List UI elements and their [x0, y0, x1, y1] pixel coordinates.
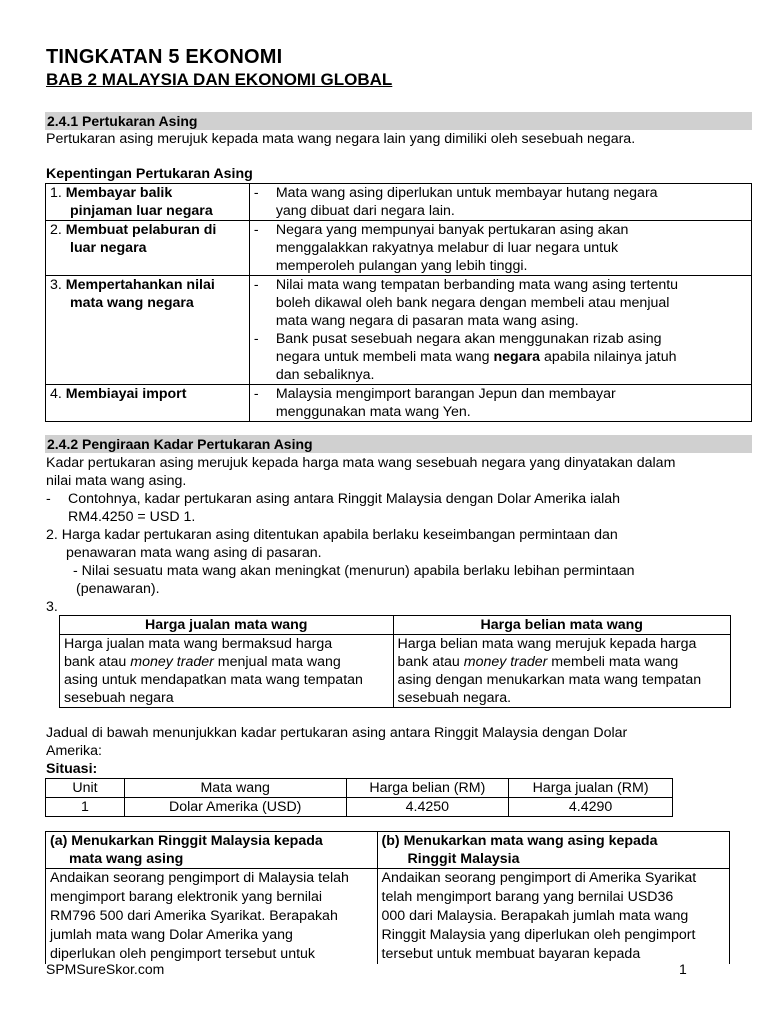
cell-text: Harga jualan mata wang bermaksud harga — [64, 636, 333, 652]
header-sell-price: Harga jualan (RM) — [509, 779, 673, 798]
row-label: Membayar balik — [65, 185, 173, 201]
jadual-line-2: Amerika: — [46, 743, 102, 759]
cell-text: asing untuk mendapatkan mata wang tempatan — [64, 672, 363, 688]
case-a-heading: (a) Menukarkan Ringgit Malaysia kepada — [50, 833, 323, 849]
case-b-text: Ringgit Malaysia yang diperlukan oleh pengimport — [381, 927, 696, 943]
bullet-text: boleh dikawal oleh bank negara dengan membeli atau menjual — [275, 295, 670, 311]
bullet-text: mata wang negara di pasaran mata wang asing. — [275, 313, 579, 329]
cell-text: bank atau — [397, 654, 464, 670]
point-2-line-2: penawaran mata wang asing di pasaran. — [66, 545, 322, 561]
example-line-1: - Contohnya, kadar pertukaran asing antara Ringgit Malaysia dengan Dolar Amerika ialah — [46, 491, 621, 507]
rate-definition-line-2: nilai mata wang asing. — [46, 473, 187, 489]
header-buy: Harga belian mata wang — [393, 616, 731, 635]
row-label: Membuat pelaburan di — [65, 222, 217, 238]
bullet-text: Nilai mata wang tempatan berbanding mata wang asing tertentu — [275, 277, 679, 293]
section-heading-2-4-1: 2.4.1 Pertukaran Asing — [45, 112, 752, 130]
cell-italic-text: money trader — [463, 654, 548, 670]
header-buy-price: Harga belian (RM) — [346, 779, 509, 798]
bullet-text: memperoleh pulangan yang lebih tinggi. — [275, 258, 528, 274]
header-currency: Mata wang — [124, 779, 346, 798]
row-label: mata wang negara — [70, 295, 194, 311]
cell-buy-price: 4.4250 — [346, 798, 509, 817]
row-label: luar negara — [70, 240, 147, 256]
bullet-text: negara untuk membeli mata wang — [275, 349, 494, 365]
cell-text: bank atau — [64, 654, 131, 670]
page-number: 1 — [679, 961, 687, 977]
example-line-2: RM4.4250 = USD 1. — [68, 509, 196, 525]
case-a-text: Andaikan seorang pengimport di Malaysia telah — [50, 870, 349, 886]
point-2-sub-line-2: (penawaran). — [76, 581, 160, 597]
table-row — [60, 635, 731, 708]
exchange-rate-table — [45, 778, 673, 817]
price-definition-table — [59, 615, 731, 708]
section-heading-2-4-2: 2.4.2 Pengiraan Kadar Pertukaran Asing — [45, 435, 752, 453]
bullet-text: dan sebaliknya. — [275, 367, 375, 383]
header-unit: Unit — [46, 779, 125, 798]
header-sell: Harga jualan mata wang — [60, 616, 394, 635]
page-title: TINGKATAN 5 EKONOMI — [46, 46, 283, 68]
bullet-bold-word: negara — [493, 349, 541, 365]
definition-text: Pertukaran asing merujuk kepada mata wang negara lain yang dimiliki oleh sesebuah negara. — [46, 131, 636, 147]
point-2-line-1: 2. Harga kadar pertukaran asing ditentukan apabila berlaku keseimbangan permintaan dan — [46, 527, 618, 543]
table-row — [46, 798, 673, 817]
cell-text: sesebuah negara. — [397, 690, 512, 706]
cell-text: sesebuah negara — [64, 690, 174, 706]
rate-definition-line-1: Kadar pertukaran asing merujuk kepada harga mata wang sesebuah negara yang dinyatakan dalam — [46, 455, 676, 471]
bullet-text: Malaysia mengimport barangan Jepun dan membayar — [275, 386, 616, 402]
case-a-text: mengimport barang elektronik yang bernilai — [50, 889, 323, 905]
table-row — [46, 869, 730, 965]
bullet-text: menggunakan mata wang Yen. — [275, 404, 471, 420]
row-label: Membiayai import — [65, 386, 187, 402]
table-row: 1. Membayar balik pinjaman luar negara - Mata wang asing diperlukan untuk membayar hutang negara yang dibuat dari negara lain. — [46, 184, 752, 221]
row-number: 1. — [50, 185, 62, 201]
table-row — [46, 832, 730, 869]
bullet-text: yang dibuat dari negara lain. — [275, 203, 455, 219]
table-row: 3. Mempertahankan nilai mata wang negara - Nilai mata wang tempatan berbanding mata wang asing tertentu boleh dikawal oleh bank negara dengan membeli atau menjual mata wang negara di pasaran mata wang asing. - Bank pusat sesebuah negara akan menggunakan rizab asing negara untuk membeli mata wang negara apabila nilainya jatuh dan sebaliknya. — [46, 276, 752, 385]
importance-table-title: Kepentingan Pertukaran Asing — [46, 166, 253, 182]
row-label: Mempertahankan nilai — [65, 277, 215, 293]
point-2-sub-line-1: - Nilai sesuatu mata wang akan meningkat (menurun) apabila berlaku lebihan permintaan — [73, 563, 635, 579]
row-label: pinjaman luar negara — [70, 203, 213, 219]
case-a-text: RM796 500 dari Amerika Syarikat. Berapakah — [50, 908, 338, 924]
bullet-text: Bank pusat sesebuah negara akan menggunakan rizab asing — [275, 331, 662, 347]
case-b-heading: (b) Menukarkan mata wang asing kepada — [381, 833, 658, 849]
table-row — [46, 779, 673, 798]
cell-currency: Dolar Amerika (USD) — [124, 798, 346, 817]
case-b-text: 000 dari Malaysia. Berapakah jumlah mata wang — [381, 908, 689, 924]
situasi-label: Situasi: — [46, 761, 98, 777]
case-b-text: telah mengimport barang yang bernilai USD36 — [381, 889, 674, 905]
chapter-title: BAB 2 MALAYSIA DAN EKONOMI GLOBAL — [46, 70, 393, 89]
row-number: 2. — [50, 222, 62, 238]
table-row — [60, 616, 731, 635]
cell-text: menjual mata wang — [213, 654, 341, 670]
cell-text: Harga belian mata wang merujuk kepada harga — [397, 636, 697, 652]
cell-unit: 1 — [46, 798, 125, 817]
cell-sell-price: 4.4290 — [509, 798, 673, 817]
case-b-text: tersebut untuk membuat bayaran kepada — [381, 946, 641, 962]
cell-text: membeli mata wang — [547, 654, 679, 670]
cell-italic-text: money trader — [130, 654, 214, 670]
bullet-text: Mata wang asing diperlukan untuk membayar hutang negara — [275, 185, 658, 201]
case-a-text: jumlah mata wang Dolar Amerika yang — [50, 927, 293, 943]
row-number: 4. — [50, 386, 62, 402]
importance-table — [45, 183, 752, 422]
bullet-text: menggalakkan rakyatnya melabur di luar negara untuk — [275, 240, 619, 256]
table-row: 4. Membiayai import - Malaysia mengimport barangan Jepun dan membayar menggunakan mata wang Yen. — [46, 385, 752, 422]
example-text: Contohnya, kadar pertukaran asing antara Ringgit Malaysia dengan Dolar Amerika ialah — [68, 491, 621, 507]
case-a-text: diperlukan oleh pengimport tersebut untuk — [50, 946, 316, 962]
case-b-text: Andaikan seorang pengimport di Amerika Syarikat — [381, 870, 697, 886]
row-number: 3. — [50, 277, 62, 293]
point-3-number: 3. — [46, 599, 58, 615]
case-table — [45, 831, 730, 964]
jadual-line-1: Jadual di bawah menunjukkan kadar pertukaran asing antara Ringgit Malaysia dengan Dolar — [46, 725, 628, 741]
case-b-heading: Ringgit Malaysia — [407, 851, 520, 867]
cell-text: asing dengan menukarkan mata wang tempatan — [397, 672, 702, 688]
bullet-text: Negara yang mempunyai banyak pertukaran asing akan — [275, 222, 629, 238]
table-row: 2. Membuat pelaburan di luar negara - Negara yang mempunyai banyak pertukaran asing akan menggalakkan rakyatnya melabur di luar negara untuk memperoleh pulangan yang lebih tinggi. — [46, 221, 752, 276]
footer-site: SPMSureSkor.com — [46, 961, 165, 977]
case-a-heading: mata wang asing — [69, 851, 184, 867]
bullet-text: apabila nilainya jatuh — [540, 349, 677, 365]
